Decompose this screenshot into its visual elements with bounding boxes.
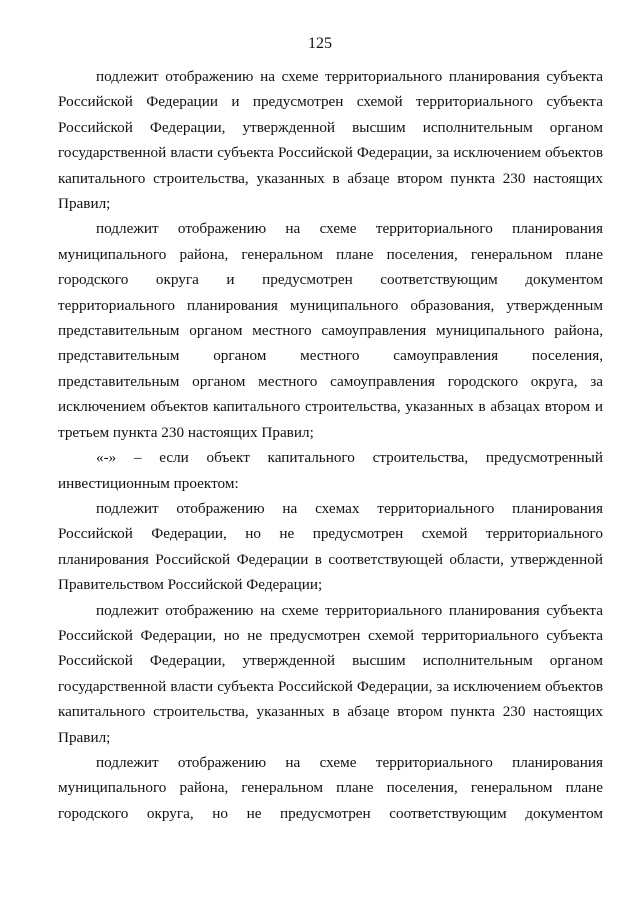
page-number: 125 <box>308 35 332 52</box>
paragraph: подлежит отображению на схемах территориального планирования Российской Федерации, но не предусмотрен схемой территориального планирования Российской Федерации в соответствующей области, утвержденной Правительством Российской Федерации; <box>58 499 603 594</box>
paragraph: «-» – если объект капитального строительства, предусмотренный инвестиционным проектом: <box>58 449 603 492</box>
document-body <box>58 64 603 826</box>
paragraph: подлежит отображению на схеме территориального планирования субъекта Российской Федерации и предусмотрен схемой территориального субъекта Российской Федерации, утвержденной высшим исполнительным органом государственной власти субъекта Российской Федерации, за исключением объектов капитального строительства, указанных в абзаце втором пункта 230 настоящих Правил; <box>58 68 603 213</box>
paragraph: подлежит отображению на схеме территориального планирования муниципального района, генеральном плане поселения, генеральном плане городского округа и предусмотрен соответствующим документом территориального планирования муниципального образования, утвержденным представительным органом местного самоуправления муниципального района, представительным органом местного самоуправления поселения, представительным органом местного самоуправления городского округа, за исключением объектов капитального строительства, указанных в абзацах втором и третьем пункта 230 настоящих Правил; <box>58 220 603 441</box>
paragraph: подлежит отображению на схеме территориального планирования субъекта Российской Федерации, но не предусмотрен схемой территориального субъекта Российской Федерации, утвержденной высшим исполнительным органом государственной власти субъекта Российской Федерации, за исключением объектов капитального строительства, указанных в абзаце втором пункта 230 настоящих Правил; <box>58 601 603 746</box>
paragraph: подлежит отображению на схеме территориального планирования муниципального района, генеральном плане поселения, генеральном плане городского округа, но не предусмотрен соответствующим документом <box>58 753 603 822</box>
